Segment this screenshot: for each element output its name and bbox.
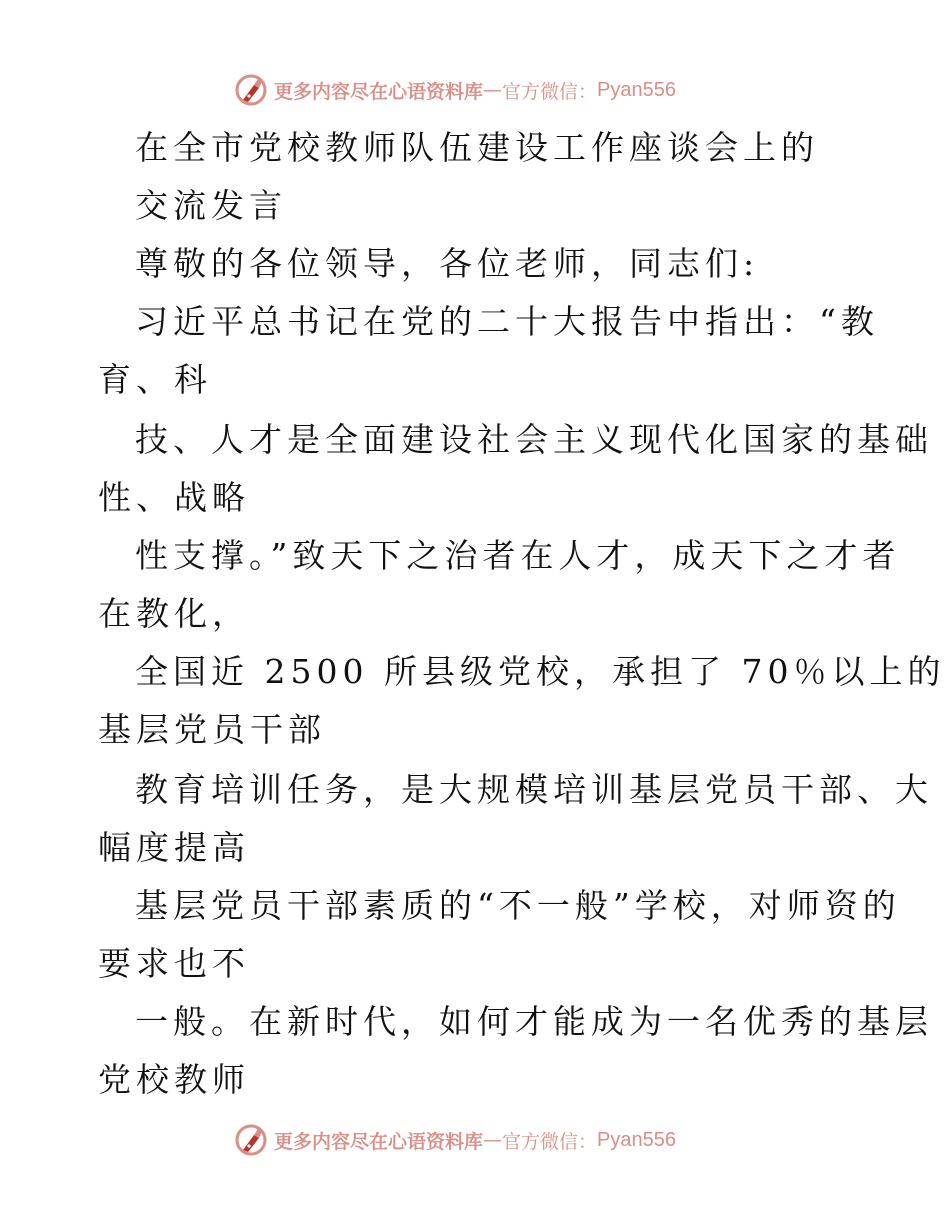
header-watermark bbox=[234, 70, 714, 110]
body-line: 幅度提高 bbox=[98, 828, 250, 867]
watermark-separator: — bbox=[483, 79, 503, 101]
watermark-text: 更多内容尽在心语资料库 bbox=[274, 80, 484, 103]
body-line: 基层党员干部素质的“不一般”学校，对师资的 bbox=[135, 886, 901, 925]
body-line: 育、科 bbox=[98, 360, 212, 399]
wechat-label: 官方微信： bbox=[502, 1130, 598, 1153]
footer-watermark bbox=[234, 1120, 714, 1160]
salutation: 尊敬的各位领导，各位老师，同志们: bbox=[135, 244, 760, 283]
body-line: 习近平总书记在党的二十大报告中指出：“教 bbox=[135, 302, 879, 341]
body-line: 全国近 2500 所县级党校，承担了 70％以上的 bbox=[135, 652, 946, 691]
body-line: 性支撑。”致天下之治者在人才，成天下之才者 bbox=[135, 536, 901, 575]
wechat-id: Pyan556 bbox=[597, 1128, 676, 1151]
pen-nib-circle-icon bbox=[234, 73, 268, 107]
wechat-label: 官方微信： bbox=[502, 80, 598, 103]
body-line: 教育培训任务，是大规模培训基层党员干部、大 bbox=[135, 770, 933, 809]
wechat-id: Pyan556 bbox=[597, 78, 676, 101]
body-line: 要求也不 bbox=[98, 944, 250, 983]
doc-title-line-2: 交流发言 bbox=[135, 186, 287, 225]
body-line: 党校教师 bbox=[98, 1060, 250, 1099]
watermark-separator: — bbox=[483, 1129, 503, 1151]
watermark-text: 更多内容尽在心语资料库 bbox=[274, 1130, 484, 1153]
body-line: 基层党员干部 bbox=[98, 710, 326, 749]
doc-title-line-1: 在全市党校教师队伍建设工作座谈会上的 bbox=[135, 128, 819, 167]
body-line: 技、人才是全面建设社会主义现代化国家的基础 bbox=[135, 420, 933, 459]
body-line: 性、战略 bbox=[98, 478, 250, 517]
body-line: 在教化， bbox=[98, 594, 250, 633]
pen-nib-circle-icon bbox=[234, 1123, 268, 1157]
body-line: 一般。在新时代，如何才能成为一名优秀的基层 bbox=[135, 1002, 933, 1041]
